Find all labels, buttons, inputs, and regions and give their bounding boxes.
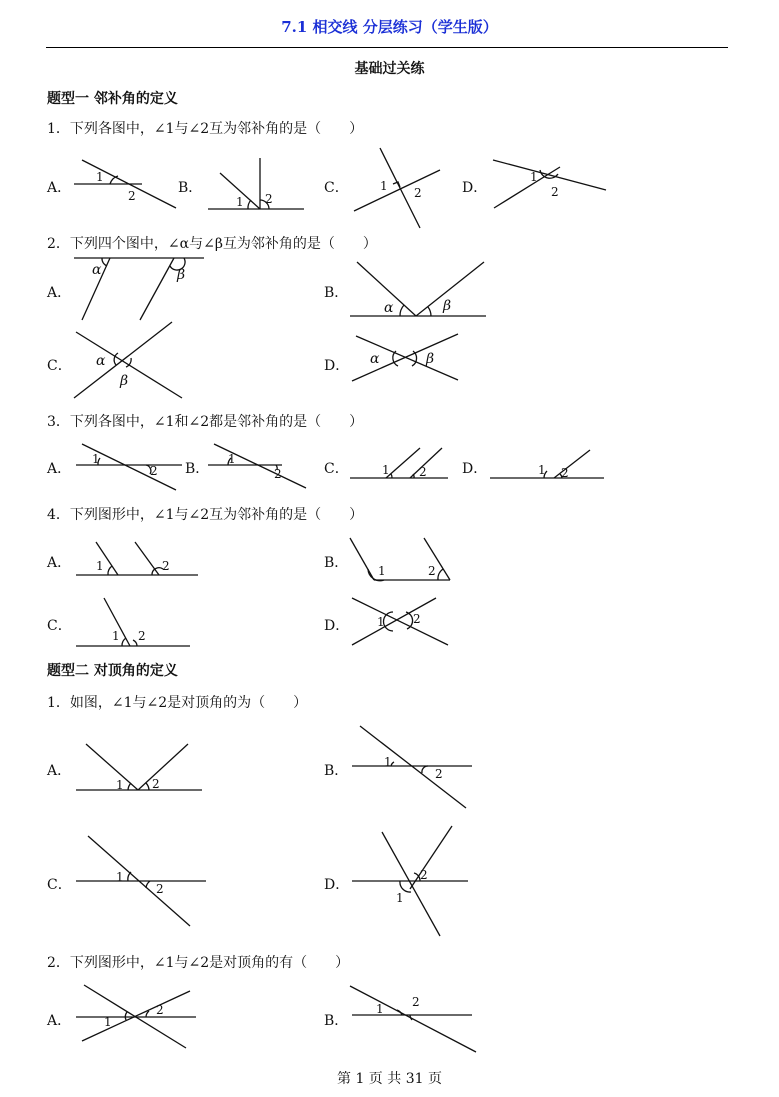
- angle-label: 1: [382, 463, 390, 477]
- angle-label: 1: [116, 870, 124, 884]
- angle-label: 2: [412, 995, 420, 1009]
- angle-label: 2: [265, 192, 273, 206]
- fig-q1-4-d: [352, 598, 448, 645]
- angle-label: 1: [538, 463, 546, 477]
- q1-3-option-d[interactable]: D．: [462, 461, 488, 477]
- angle-label: 2: [162, 559, 170, 573]
- q1-2-option-c[interactable]: C．: [47, 358, 72, 374]
- angle-label: 2: [435, 767, 443, 781]
- angle-label: 1: [396, 891, 404, 905]
- fig-q1-3-d: [490, 450, 604, 480]
- angle-label: 1: [92, 452, 100, 466]
- fig-q1-1-b: [208, 158, 304, 209]
- q1-1-option-b[interactable]: B．: [178, 180, 203, 196]
- angle-label: 2: [419, 465, 427, 479]
- question-1-4: 4．下列图形中，∠1与∠2互为邻补角的是（ ）: [47, 507, 364, 523]
- fig-q2-2-a: [76, 985, 196, 1048]
- q1-3-option-b[interactable]: B．: [185, 461, 210, 477]
- question-1-3: 3．下列各图中，∠1和∠2都是邻补角的是（ ）: [47, 414, 364, 430]
- angle-label: α: [370, 351, 380, 367]
- angle-label: 2: [551, 185, 559, 199]
- angle-label: 1: [378, 564, 386, 578]
- page-footer: 第 1 页 共 31 页: [337, 1071, 442, 1087]
- q2-2-option-b[interactable]: B．: [324, 1013, 349, 1029]
- q1-2-option-b[interactable]: B．: [324, 285, 349, 301]
- fig-q1-1-a: [74, 160, 176, 208]
- fig-q1-1-c: [354, 148, 440, 228]
- angle-label: 2: [414, 186, 422, 200]
- q1-2-option-d[interactable]: D．: [324, 358, 350, 374]
- q1-4-option-b[interactable]: B．: [324, 555, 349, 571]
- fig-q2-2-b: [350, 986, 476, 1052]
- fig-q1-3-a: [76, 444, 182, 490]
- angle-label: 2: [561, 466, 569, 480]
- fig-label: 1: [96, 170, 104, 184]
- angle-label: 1: [96, 559, 104, 573]
- angle-label: 2: [138, 629, 146, 643]
- section-title: 基础过关练: [354, 61, 425, 77]
- question-1-1: 1．下列各图中，∠1与∠2互为邻补角的是（ ）: [47, 121, 364, 137]
- q1-3-option-c[interactable]: C．: [324, 461, 349, 477]
- angle-label: 2: [274, 467, 282, 481]
- angle-label: 1: [104, 1015, 112, 1029]
- fig-q1-3-b: [208, 444, 306, 488]
- angle-label: β: [120, 373, 129, 389]
- q2-1-option-a[interactable]: A．: [47, 763, 72, 779]
- angle-label: 1: [380, 179, 388, 193]
- angle-label: β: [443, 298, 452, 314]
- document-title: 7.1 相交线 分层练习（学生版）: [281, 18, 498, 36]
- type2-heading: 题型二 对顶角的定义: [47, 663, 178, 679]
- fig-q1-4-b: [350, 538, 450, 581]
- fig-q2-1-a: [76, 744, 202, 792]
- angle-label: α: [92, 262, 102, 278]
- q2-1-option-b[interactable]: B．: [324, 763, 349, 779]
- question-1-2: 2．下列四个图中，∠α与∠β互为邻补角的是（ ）: [47, 236, 377, 252]
- angle-label: 1: [236, 195, 244, 209]
- angle-label: α: [384, 300, 394, 316]
- fig-q1-2-b: [350, 262, 486, 316]
- angle-label: 2: [128, 189, 136, 203]
- angle-label: 1: [376, 1002, 384, 1016]
- question-2-2: 2．下列图形中，∠1与∠2是对顶角的有（ ）: [47, 955, 350, 971]
- q1-1-option-c[interactable]: C．: [324, 180, 349, 196]
- fig-q1-4-c: [76, 598, 190, 646]
- fig-q1-1-d: [493, 160, 606, 208]
- angle-label: 1: [384, 755, 392, 769]
- q1-4-option-c[interactable]: C．: [47, 618, 72, 634]
- angle-label: 2: [150, 464, 158, 478]
- angle-label: 2: [413, 612, 421, 626]
- q2-1-option-d[interactable]: D．: [324, 877, 350, 893]
- q1-1-option-d[interactable]: D．: [462, 180, 488, 196]
- angle-label: 2: [420, 868, 428, 882]
- q1-3-option-a[interactable]: A．: [47, 461, 72, 477]
- angle-label: 2: [156, 882, 164, 896]
- angle-label: 2: [428, 564, 436, 578]
- angle-label: 1: [228, 452, 236, 466]
- fig-q2-1-d: [352, 826, 468, 936]
- fig-q1-2-a: [74, 258, 204, 320]
- type1-heading: 题型一 邻补角的定义: [47, 91, 178, 107]
- angle-label: 1: [377, 615, 385, 629]
- fig-q2-1-b: [352, 726, 472, 808]
- angle-label: 1: [116, 778, 124, 792]
- angle-label: 1: [530, 170, 538, 184]
- q1-4-option-d[interactable]: D．: [324, 618, 350, 634]
- fig-q2-1-c: [76, 836, 206, 926]
- fig-q1-4-a: [76, 542, 198, 575]
- angle-label: 2: [156, 1003, 164, 1017]
- q1-1-option-a[interactable]: A．: [47, 180, 72, 196]
- angle-label: β: [177, 267, 186, 283]
- fig-q1-3-c: [350, 448, 448, 479]
- fig-q1-2-c: [74, 322, 182, 398]
- q1-4-option-a[interactable]: A．: [47, 555, 72, 571]
- q2-2-option-a[interactable]: A．: [47, 1013, 72, 1029]
- angle-label: α: [96, 353, 106, 369]
- q2-1-option-c[interactable]: C．: [47, 877, 72, 893]
- question-2-1: 1．如图，∠1与∠2是对顶角的为（ ）: [47, 695, 308, 711]
- fig-q1-2-d: [352, 334, 458, 381]
- angle-label: 1: [112, 629, 120, 643]
- angle-label: 2: [152, 777, 160, 791]
- angle-label: β: [426, 351, 435, 367]
- q1-2-option-a[interactable]: A．: [47, 285, 72, 301]
